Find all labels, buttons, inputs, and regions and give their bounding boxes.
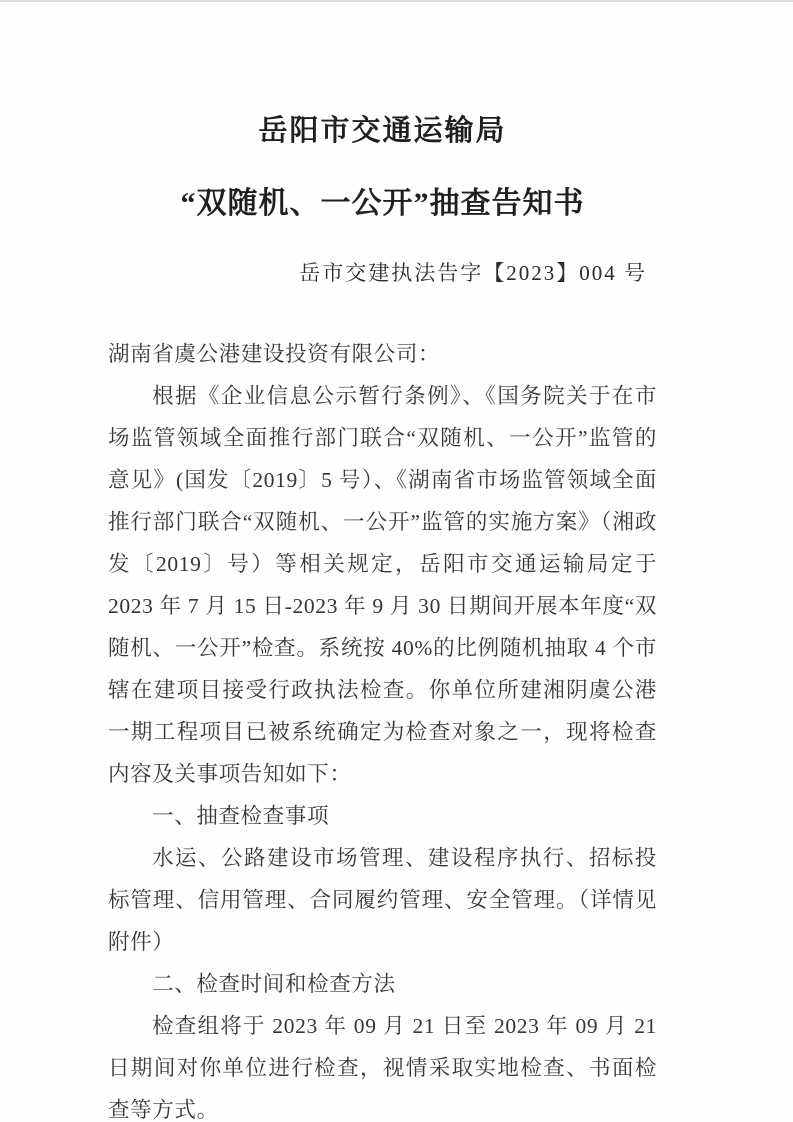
document-number: 岳市交建执法告字【2023】004 号: [299, 261, 647, 285]
section-heading-1: 一、抽查检查事项: [152, 804, 330, 829]
document-subtitle: “双随机、一公开”抽查告知书: [180, 187, 585, 220]
content-column: [108, 0, 657, 1122]
paragraph-inspection-schedule: 检查组将于 2023 年 09 月 21 日至 2023 年 09 月 21 日期间对你单位进行检查，视情采取实地检查、书面检查等方式。: [108, 1014, 657, 1122]
document-title: 岳阳市交通运输局: [258, 115, 507, 147]
section-heading-2: 二、检查时间和检查方法: [152, 972, 396, 997]
paragraph-inspection-items: 水运、公路建设市场管理、建设程序执行、招标投标管理、信用管理、合同履约管理、安全管理。（详情见附件）: [108, 846, 657, 955]
document-body: [108, 333, 657, 1122]
salutation: 湖南省虞公港建设投资有限公司：: [108, 342, 441, 367]
paragraph-legal-basis: 根据《企业信息公示暂行条例》、《国务院关于在市场监管领域全面推行部门联合“双随机、一公开”监管的意见》(国发〔2019〕5 号）、《湖南省市场监管领域全面推行部门联合“双随机、一公开”监管的实施方案》（湘政发〔2019〕号）等相关规定，岳阳市交通运输局定于 2023 年 7 月 15 日-2023 年 9 月 30 日期间开展本年度“双随机、一公开”检查。系统按 40%的比例随机抽取 4 个市辖在建项目接受行政执法检查。你单位所建湘阴虞公港一期工程项目已被系统确定为检查对象之一，现将检查内容及关事项告知如下：: [108, 384, 657, 787]
